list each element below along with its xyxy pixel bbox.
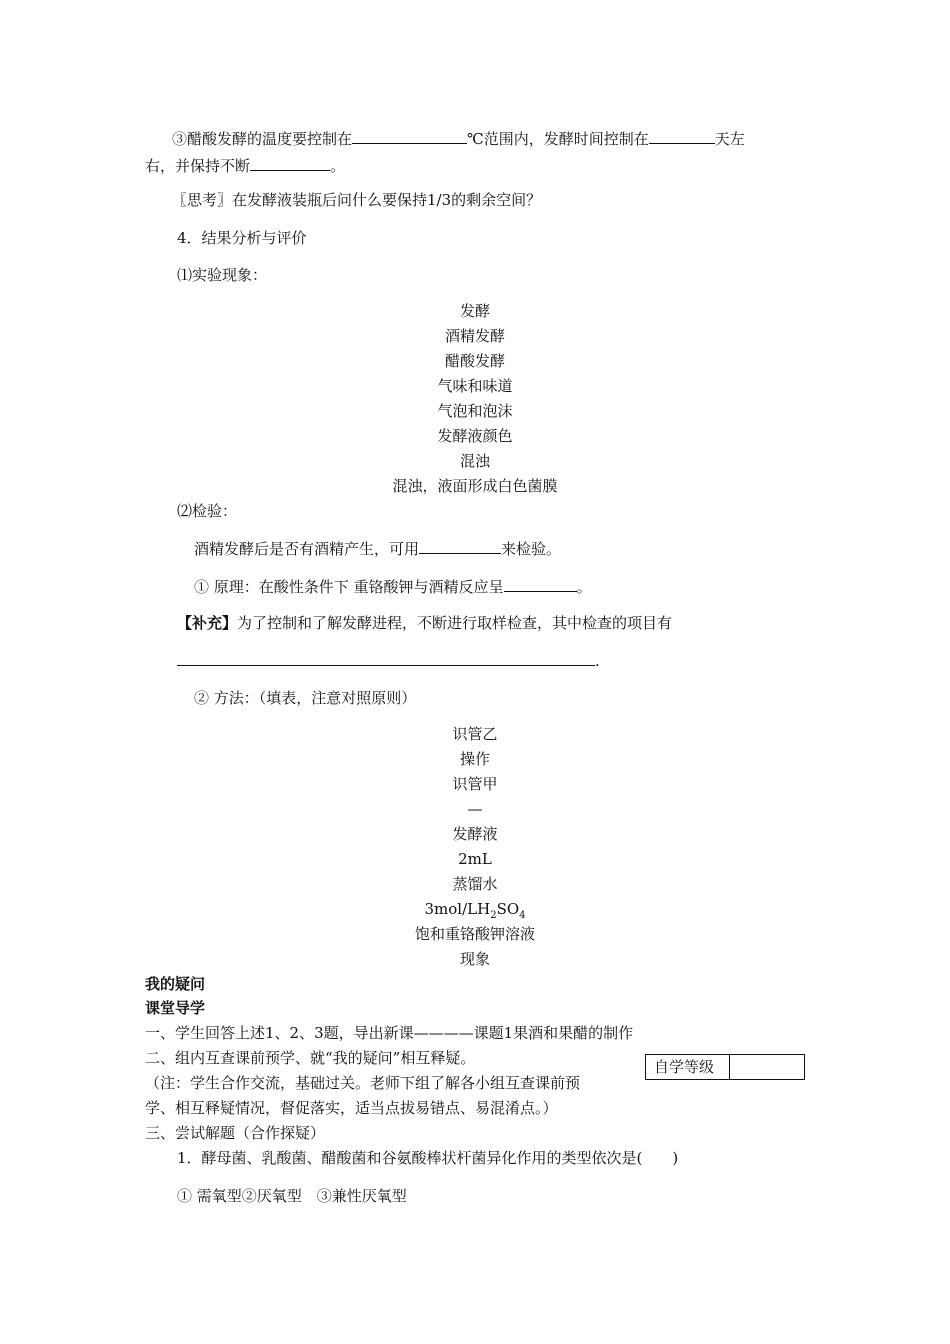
q3-line1: [172, 128, 745, 149]
grade-label: 自学等级: [646, 1055, 730, 1079]
my-question-heading: 我的疑问: [145, 975, 206, 993]
q3-text-1: ③醋酸发酵的温度要控制在: [172, 130, 353, 148]
alcohol-text-2: 来检验。: [501, 540, 562, 558]
table1-cell: 酒精发酵: [444, 327, 505, 345]
phenomenon-label: ⑴实验现象：: [177, 266, 268, 284]
h2so4-sub-2: 4: [519, 910, 526, 921]
table2-cell: 发酵液: [452, 825, 498, 843]
table2-cell: 识管乙: [452, 725, 498, 743]
supplement-text: 为了控制和了解发酵进程，不断进行取样检查，其中检查的项目有: [237, 614, 673, 632]
q3-text-5: 。: [330, 157, 346, 175]
q3-text-3: 天左: [714, 130, 745, 148]
supplement-tag: 【补充】: [177, 614, 238, 632]
table2-cell: —: [467, 800, 483, 818]
supplement-line: [177, 613, 672, 633]
table1-cell: 发酵: [459, 302, 490, 320]
table2-cell: 蒸馏水: [452, 875, 498, 893]
question-1: 1．酵母菌、乳酸菌、醋酸菌和谷氨酸棒状杆菌异化作用的类型依次是( ): [177, 1149, 679, 1167]
q3-text-4: 右，并保持不断: [145, 157, 251, 175]
q3-text-2: ℃范围内，发酵时间控制在: [467, 130, 649, 148]
q3-line2: [145, 155, 345, 176]
h2so4-mid: SO: [496, 900, 520, 918]
table1-cell: 混浊，液面形成白色菌膜: [392, 477, 558, 495]
test-label: ⑵检验：: [177, 502, 238, 520]
class-guide-heading: 课堂导学: [145, 999, 206, 1017]
duration-blank[interactable]: [649, 128, 715, 144]
class-item-2: 二、组内互查课前预学、就“我的疑问”相互释疑。: [145, 1049, 476, 1067]
table1-cell: 气泡和泡沫: [437, 402, 513, 420]
table2-cell: 2mL: [458, 850, 492, 868]
method-line: ② 方法：（填表，注意对照原则）: [194, 689, 417, 707]
h2so4-sub-1: 2: [490, 910, 497, 921]
note-line-2: 学、相互释疑情况，督促落实，适当点拔易错点、易混淆点。）: [145, 1099, 558, 1117]
table2-cell: 识管甲: [452, 775, 498, 793]
think-question: 〖思考〗在发酵液装瓶后问什么要保持1/3的剩余空间？: [172, 191, 542, 209]
class-item-1: 一、学生回答上述1、2、3题，导出新课————课题1果酒和果醋的制作: [145, 1024, 634, 1042]
self-study-grade-box: [645, 1054, 805, 1080]
color-blank[interactable]: [504, 576, 577, 592]
temperature-blank[interactable]: [352, 128, 467, 144]
principle-line: [194, 576, 592, 597]
check-items-blank[interactable]: [177, 650, 595, 666]
section-4-heading: 4．结果分析与评价: [177, 229, 307, 247]
table1-cell: 混浊: [459, 452, 490, 470]
supplement-answer-line: [177, 650, 600, 671]
principle-text-2: 。: [576, 578, 592, 596]
note-line-1: （注：学生合作交流，基础过关。老师下组了解各小组互查课前预: [145, 1074, 581, 1092]
reagent-blank[interactable]: [419, 538, 501, 554]
table1-cell: 气味和味道: [437, 377, 513, 395]
supplement-end: .: [595, 652, 600, 670]
keep-blank[interactable]: [250, 155, 330, 171]
question-1-options: ① 需氧型②厌氧型 ③兼性厌氧型: [177, 1187, 407, 1205]
table1-cell: 发酵液颜色: [437, 427, 513, 445]
table2-cell-h2so4: [0, 899, 950, 926]
grade-input-cell[interactable]: [730, 1055, 804, 1079]
alcohol-text-1: 酒精发酵后是否有酒精产生，可用: [194, 540, 420, 558]
h2so4-prefix: 3mol/LH: [424, 900, 491, 918]
table2-cell: 操作: [459, 750, 490, 768]
table2-cell: 饱和重铬酸钾溶液: [414, 925, 535, 943]
table1-cell: 醋酸发酵: [444, 352, 505, 370]
table2-cell: 现象: [459, 950, 490, 968]
principle-text-1: ① 原理：在酸性条件下 重铬酸钾与酒精反应呈: [194, 578, 504, 596]
alcohol-test-line: [194, 538, 561, 559]
class-item-3: 三、尝试解题（合作探疑）: [145, 1124, 326, 1142]
